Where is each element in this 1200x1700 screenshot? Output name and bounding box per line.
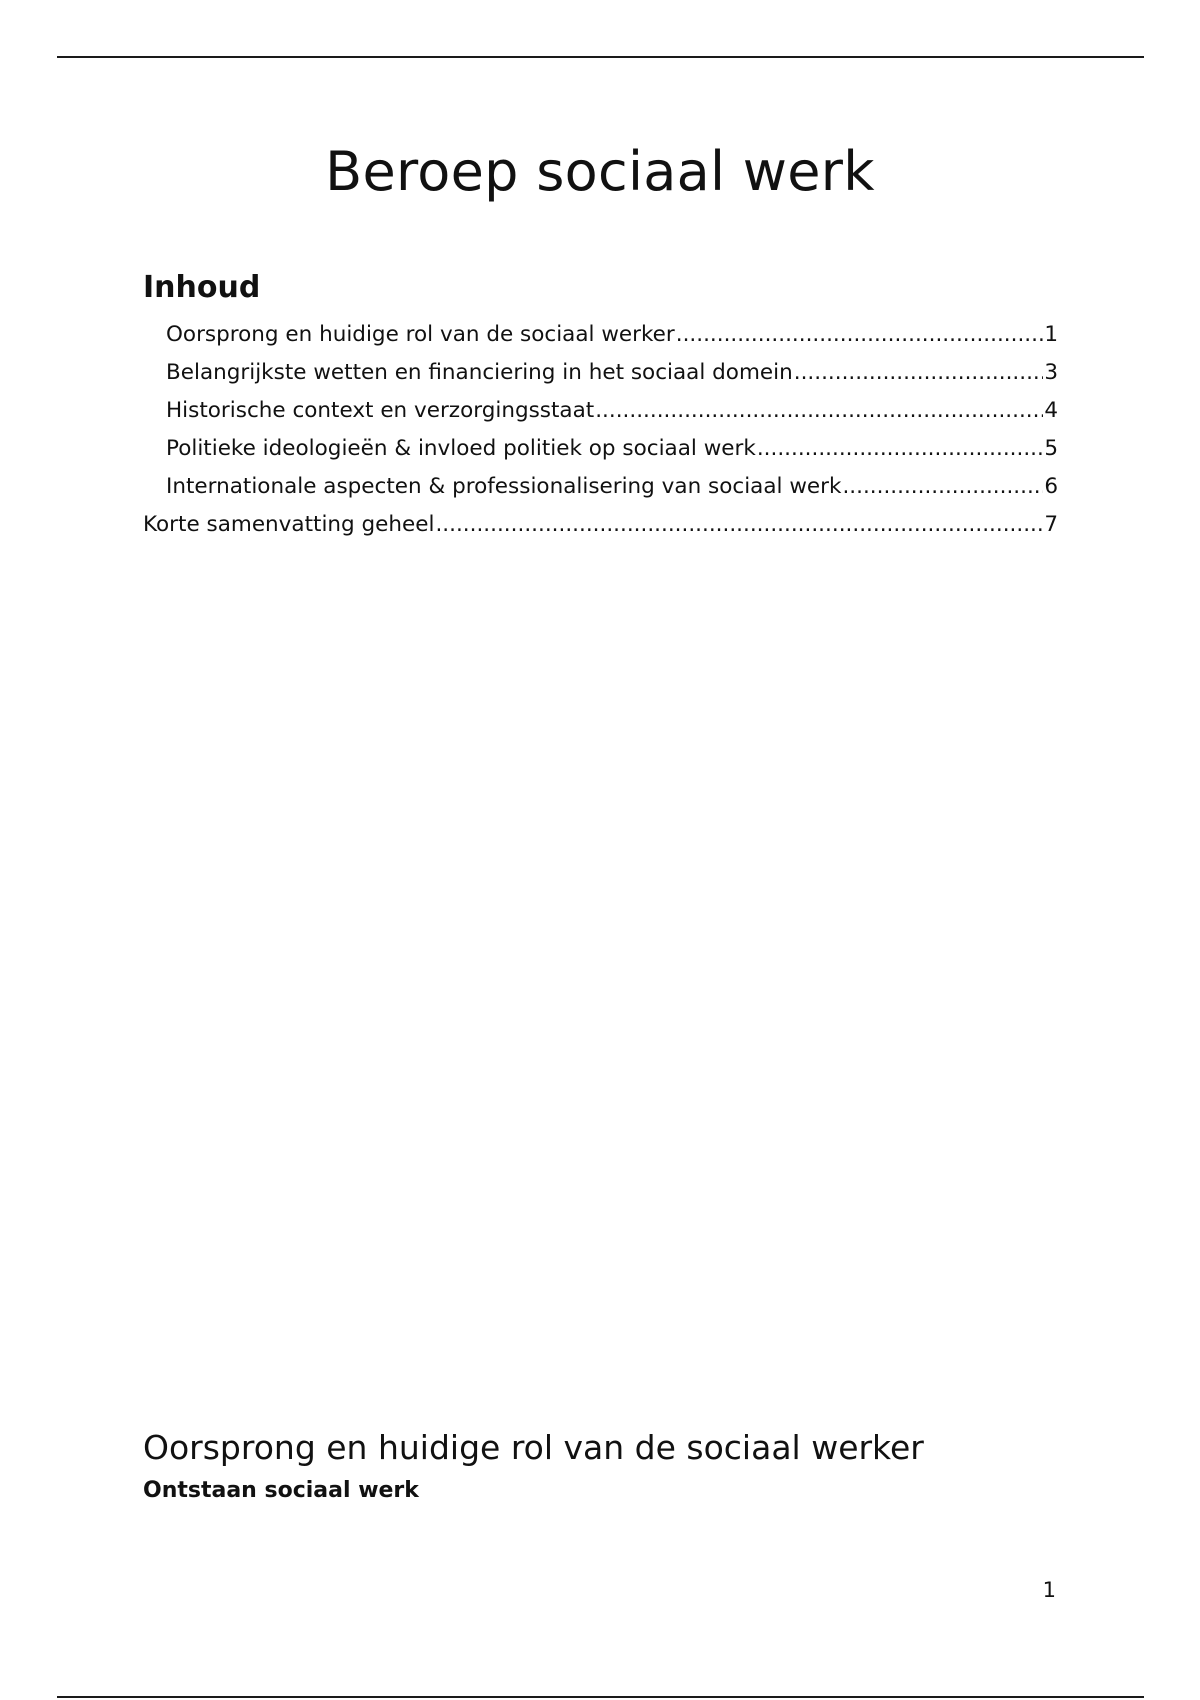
toc-entry-page: 6 — [1044, 474, 1058, 499]
toc-entry[interactable] — [143, 316, 1058, 354]
toc-entry-label: Oorsprong en huidige rol van de sociaal werker — [166, 322, 675, 347]
toc-entry[interactable] — [143, 392, 1058, 430]
toc-entry-label: Politieke ideologieën & invloed politiek op sociaal werk — [166, 436, 756, 461]
document-title: Beroep sociaal werk — [325, 140, 875, 203]
toc-entry-label: Historische context en verzorgingsstaat — [166, 398, 595, 423]
toc-entry-page: 3 — [1044, 360, 1058, 385]
toc-leader — [435, 506, 1043, 544]
toc-entry[interactable] — [143, 506, 1058, 544]
toc-entry[interactable] — [143, 430, 1058, 468]
table-of-contents — [143, 316, 1058, 544]
toc-entry-page: 4 — [1044, 398, 1058, 423]
bottom-rule — [57, 1696, 1144, 1698]
toc-leader — [676, 316, 1044, 354]
toc-entry[interactable] — [143, 354, 1058, 392]
top-rule — [57, 56, 1144, 58]
toc-entry[interactable] — [143, 468, 1058, 506]
toc-entry-label: Belangrijkste wetten en financiering in het sociaal domein — [166, 360, 793, 385]
toc-entry-label: Internationale aspecten & professionalisering van sociaal werk — [166, 474, 842, 499]
subsection-heading: Ontstaan sociaal werk — [143, 1478, 419, 1503]
toc-entry-label: Korte samenvatting geheel — [143, 512, 435, 537]
toc-entry-page: 5 — [1044, 436, 1058, 461]
toc-leader — [595, 392, 1043, 430]
toc-leader — [757, 430, 1044, 468]
page-number: 1 — [1042, 1578, 1056, 1602]
toc-heading: Inhoud — [143, 270, 261, 305]
toc-entry-page: 1 — [1044, 322, 1058, 347]
toc-entry-page: 7 — [1044, 512, 1058, 537]
section-heading: Oorsprong en huidige rol van de sociaal werker — [143, 1428, 924, 1467]
toc-leader — [794, 354, 1044, 392]
toc-leader — [842, 468, 1043, 506]
